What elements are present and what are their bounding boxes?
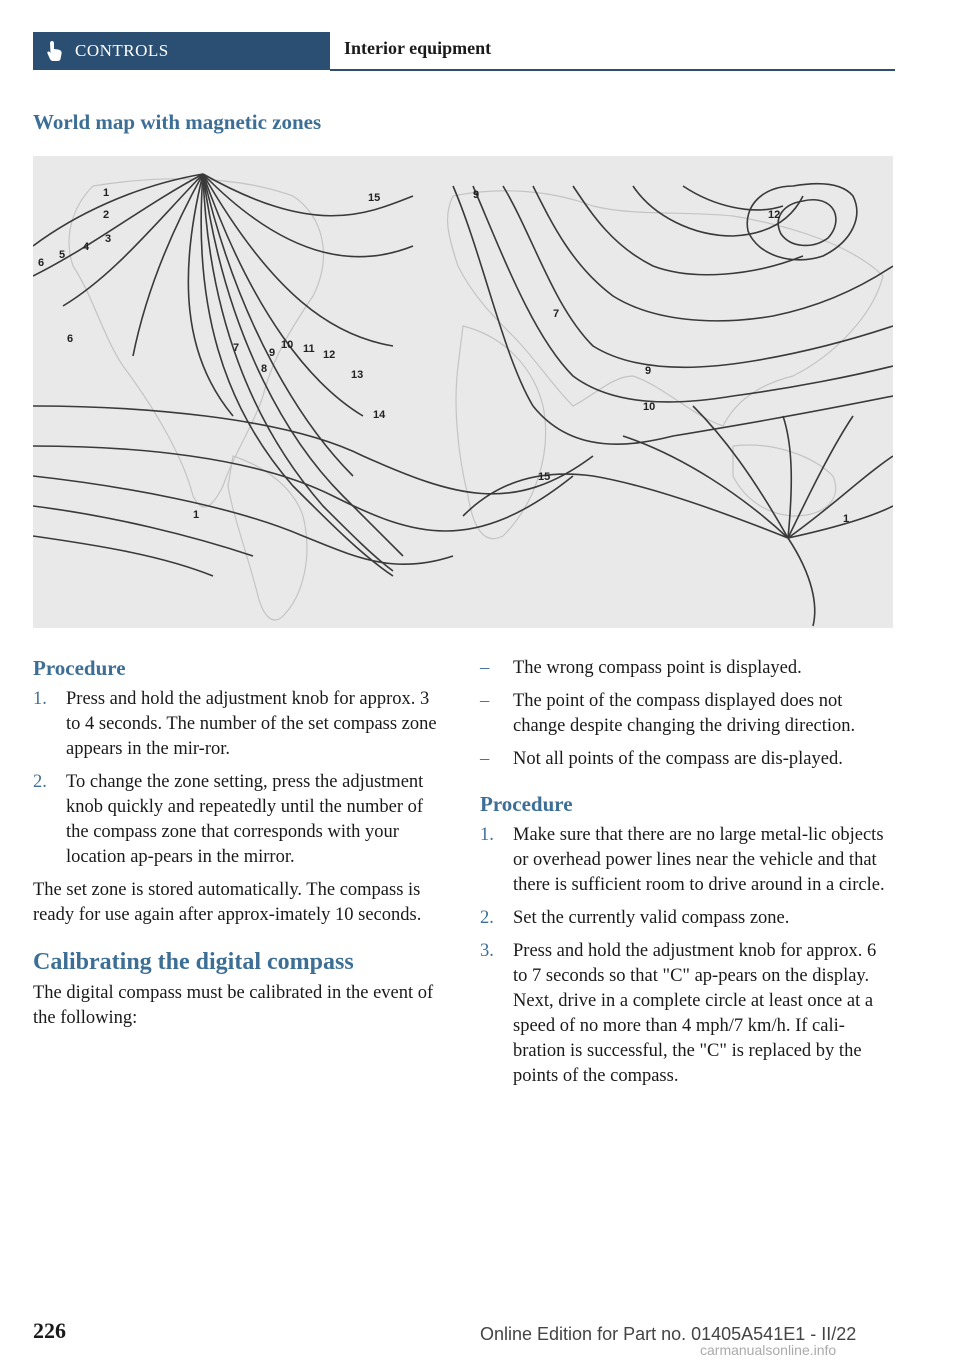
continent-outlines: [69, 179, 883, 620]
list-item: [480, 747, 895, 772]
magnetic-zone-lines: [33, 174, 893, 626]
header-rule: [330, 69, 895, 71]
zone-label: 1: [193, 509, 200, 521]
zone-label: 7: [553, 308, 560, 320]
procedure-heading: Procedure: [33, 656, 126, 680]
stored-paragraph: The set zone is stored automatically. The compass is ready for use again after approx-imately 10 seconds.: [33, 880, 422, 925]
procedure-steps: [33, 687, 448, 870]
bullet-text: The wrong compass point is displayed.: [513, 658, 802, 678]
zone-label: 8: [261, 363, 268, 375]
pointing-hand-icon: [45, 40, 65, 62]
calibrate-intro: The digital compass must be calibrated in the event of the following:: [33, 983, 434, 1028]
zone-label: 9: [645, 365, 652, 377]
calibrate-heading: Calibrating the digital compass: [33, 949, 354, 975]
zone-label: 10: [281, 339, 294, 351]
section-tab: [33, 32, 330, 70]
list-item: [480, 689, 895, 739]
list-item: [480, 906, 895, 931]
condition-list: [480, 656, 895, 772]
list-item: [480, 656, 895, 681]
step-text: Press and hold the adjustment knob for approx. 3 to 4 seconds. The number of the set compass zone appears in the mir-ror.: [66, 689, 437, 759]
zone-label: 9: [269, 347, 276, 359]
procedure-steps: [480, 823, 895, 1089]
zone-label: 1: [103, 187, 110, 199]
zone-label: 4: [83, 241, 90, 253]
zone-label: 15: [538, 471, 551, 483]
watermark: carmanualsonline.info: [700, 1342, 837, 1358]
list-item: [33, 687, 448, 762]
left-column: [33, 656, 448, 1031]
section-label: CONTROLS: [75, 41, 169, 60]
step-text: Make sure that there are no large metal-lic objects or overhead power lines near the vehicle and that there is sufficient room to drive around in a circle.: [513, 825, 885, 895]
zone-label: 6: [38, 257, 45, 269]
zone-numbers: [38, 187, 849, 525]
map-title: World map with magnetic zones: [33, 110, 322, 134]
step-number: 1.: [480, 825, 494, 845]
zone-label: 11: [303, 343, 315, 355]
list-item: [480, 823, 895, 898]
step-text: Press and hold the adjustment knob for approx. 6 to 7 seconds so that "C" ap-pears on the display. Next, drive in a complete circle at least once at a speed of no more than 4 mph/7 km/h. If cali-bration is successful, the "C" is replaced by the points of the compass.: [513, 941, 877, 1086]
world-map-figure: [33, 156, 893, 628]
zone-label: 15: [368, 192, 381, 204]
zone-label: 2: [103, 209, 110, 221]
zone-label: 1: [843, 513, 850, 525]
step-text: To change the zone setting, press the adjustment knob quickly and repeatedly until the number of the compass zone that corresponds with your location ap-pears in the mirror.: [66, 772, 424, 867]
page-number: 226: [33, 1318, 66, 1343]
zone-label: 12: [323, 349, 336, 361]
zone-label: 7: [233, 342, 240, 354]
list-item: [33, 770, 448, 870]
zone-label: 5: [59, 249, 66, 261]
step-number: 2.: [33, 772, 47, 792]
bullet-text: The point of the compass displayed does not change despite changing the driving direction.: [513, 691, 856, 736]
magnetic-zone-map: [33, 156, 893, 628]
zone-label: 9: [473, 189, 480, 201]
bullet-text: Not all points of the compass are dis-played.: [513, 749, 843, 769]
right-column: [480, 656, 895, 1097]
step-number: 2.: [480, 908, 494, 928]
procedure-heading: Procedure: [480, 792, 573, 816]
step-text: Set the currently valid compass zone.: [513, 908, 790, 928]
zone-label: 14: [373, 409, 386, 421]
zone-label: 10: [643, 401, 656, 413]
edition-footer: Online Edition for Part no. 01405A541E1 - II/22: [480, 1324, 857, 1344]
zone-label: 3: [105, 233, 112, 245]
dash-bullet: –: [480, 749, 490, 769]
chapter-title: Interior equipment: [344, 38, 492, 58]
zone-label: 6: [67, 333, 74, 345]
list-item: [480, 939, 895, 1089]
step-number: 3.: [480, 941, 494, 961]
dash-bullet: –: [480, 691, 490, 711]
zone-label: 13: [351, 369, 364, 381]
dash-bullet: –: [480, 658, 490, 678]
step-number: 1.: [33, 689, 47, 709]
zone-label: 12: [768, 209, 781, 221]
